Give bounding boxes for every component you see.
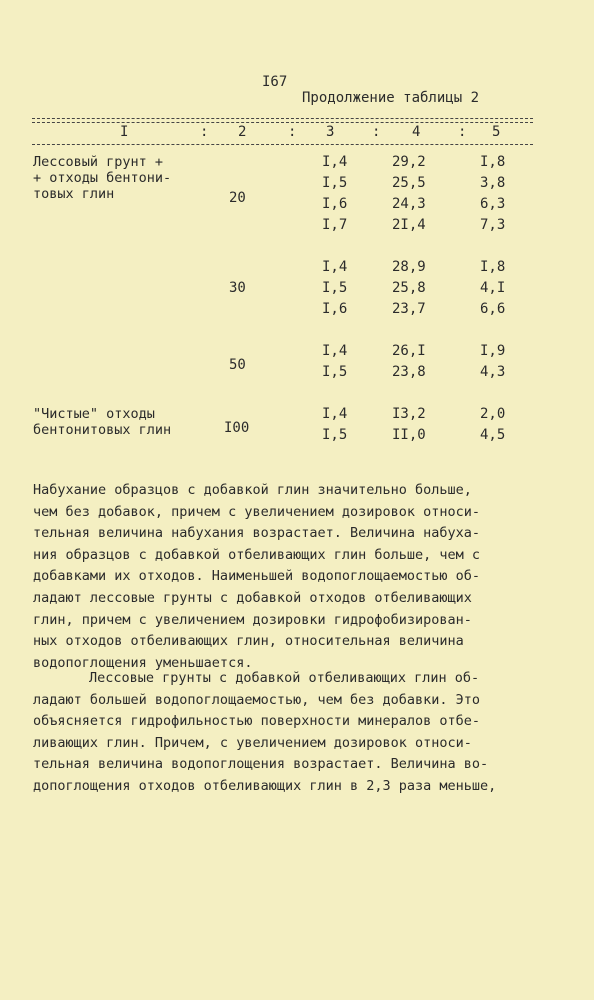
header-col-4: 4 — [412, 124, 421, 140]
table-cell: I,5 — [322, 175, 348, 191]
table-cell: 7,3 — [480, 217, 506, 233]
body-paragraph — [33, 668, 533, 798]
table-cell: 4,I — [480, 280, 506, 296]
text-line: ладают большей водопоглощаемостью, чем без добавки. Это — [33, 691, 481, 708]
table-cell: I3,2 — [392, 406, 426, 422]
table-cell: 25,8 — [392, 280, 426, 296]
header-col-2: 2 — [238, 124, 247, 140]
table-cell: II,0 — [392, 427, 426, 443]
header-separator: : — [372, 124, 381, 140]
text-line: глин, причем с увеличением дозировки гидрофобизирован- — [33, 611, 472, 628]
row-label-line: бентонитовых глин — [33, 422, 172, 438]
table-cell: I,6 — [322, 301, 348, 317]
table-cell: I,8 — [480, 259, 506, 275]
group-value: 30 — [229, 280, 246, 296]
table-cell: 28,9 — [392, 259, 426, 275]
table-header — [32, 124, 533, 144]
header-col-5: 5 — [492, 124, 501, 140]
table-cell: 23,8 — [392, 364, 426, 380]
text-line: ния образцов с добавкой отбеливающих глин больше, чем с — [33, 546, 481, 563]
group-value: I00 — [224, 420, 250, 436]
page-number: I67 — [262, 74, 288, 90]
table-cell: 26,I — [392, 343, 426, 359]
table-top-rule — [32, 118, 533, 119]
group-value: 50 — [229, 357, 246, 373]
row-label-group-a — [33, 154, 171, 202]
row-label-line: Лессовый грунт + — [33, 154, 164, 170]
group-value: 20 — [229, 190, 246, 206]
text-line: тельная величина водопоглощения возрастает. Величина во- — [33, 756, 489, 773]
table-cell: 4,5 — [480, 427, 506, 443]
table-cell: 29,2 — [392, 154, 426, 170]
table-cell: I,5 — [322, 427, 348, 443]
table-cell: I,4 — [322, 259, 348, 275]
table-cell: 6,6 — [480, 301, 506, 317]
table-cell: 23,7 — [392, 301, 426, 317]
table-cell: I,4 — [322, 154, 348, 170]
text-line: ливающих глин. Причем, с увеличением дозировок относи- — [33, 734, 472, 751]
body-paragraph — [33, 480, 533, 674]
row-label-line: "Чистые" отходы — [33, 406, 155, 422]
header-separator: : — [288, 124, 297, 140]
text-line: чем без добавок, причем с увеличением дозировок относи- — [33, 503, 481, 520]
table-cell: I,6 — [322, 196, 348, 212]
header-col-1: I — [120, 124, 129, 140]
table-cell: I,9 — [480, 343, 506, 359]
table-cell: I,4 — [322, 343, 348, 359]
table-cell: 6,3 — [480, 196, 506, 212]
table-cell: I,4 — [322, 406, 348, 422]
table-cell: I,5 — [322, 280, 348, 296]
header-col-3: 3 — [326, 124, 335, 140]
table-cell: 24,3 — [392, 196, 426, 212]
table-cell: 3,8 — [480, 175, 506, 191]
table-header-rule — [32, 144, 533, 145]
header-separator: : — [200, 124, 209, 140]
table-cell: 25,5 — [392, 175, 426, 191]
table-caption: Продолжение таблицы 2 — [302, 90, 480, 106]
row-label-group-b — [33, 406, 171, 438]
text-line: ладают лессовые грунты с добавкой отходов отбеливающих — [33, 589, 472, 606]
table-cell: 4,3 — [480, 364, 506, 380]
text-line: допоглощения отходов отбеливающих глин в 2,3 раза меньше, — [33, 777, 497, 794]
row-label-line: + отходы бентони- — [33, 170, 172, 186]
table-cell: 2I,4 — [392, 217, 426, 233]
text-line: ных отходов отбеливающих глин, относительная величина — [33, 633, 464, 650]
text-line: объясняется гидрофильностью поверхности минералов отбе- — [33, 713, 481, 730]
text-line: добавками их отходов. Наименьшей водопоглощаемостью об- — [33, 568, 481, 585]
text-line: водопоглощения уменьшается. — [33, 654, 253, 671]
row-label-line: товых глин — [33, 186, 115, 202]
table-cell: I,8 — [480, 154, 506, 170]
table-top-rule-2 — [32, 122, 533, 123]
table-cell: I,7 — [322, 217, 348, 233]
text-line: Набухание образцов с добавкой глин значительно больше, — [33, 482, 472, 498]
header-separator: : — [458, 124, 467, 140]
text-line: Лессовые грунты с добавкой отбеливающих глин об- — [89, 670, 480, 686]
table-cell: 2,0 — [480, 406, 506, 422]
text-line: тельная величина набухания возрастает. Величина набуха- — [33, 525, 481, 542]
table-cell: I,5 — [322, 364, 348, 380]
